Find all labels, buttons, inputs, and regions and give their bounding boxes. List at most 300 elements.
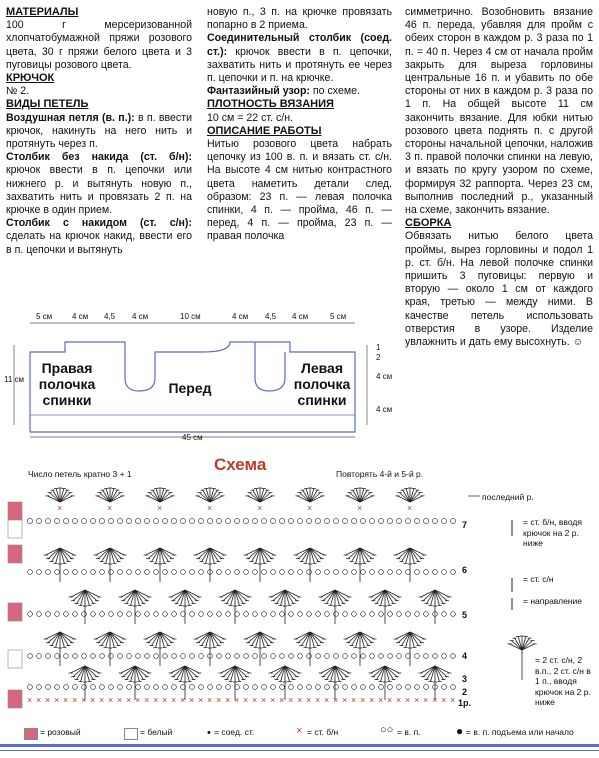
row-number-5: 5 <box>462 610 468 620</box>
chain-stitch <box>397 685 402 690</box>
chain-stitch <box>388 612 393 617</box>
sc-mark: × <box>207 695 213 705</box>
chain-stitch <box>343 612 348 617</box>
chain-stitch <box>369 518 374 523</box>
sc-mark: × <box>36 695 42 705</box>
chain-stitch <box>334 570 339 575</box>
sc-mark: × <box>257 503 263 513</box>
chain-stitch <box>28 654 33 659</box>
chain-stitch <box>145 654 150 659</box>
chain-stitch <box>451 612 456 617</box>
sc-mark: × <box>407 503 413 513</box>
chain-stitch <box>64 570 69 575</box>
column-1 <box>6 6 192 257</box>
chain-stitch <box>37 612 42 617</box>
chain-stitch <box>126 518 131 523</box>
chain-stitch <box>64 612 69 617</box>
measure-top-8: 4 см <box>292 312 309 321</box>
chain-stitch <box>252 518 257 523</box>
color-swatch <box>8 650 22 668</box>
chain-stitch <box>46 654 51 659</box>
chain-stitch <box>433 654 438 659</box>
chain-stitch <box>414 518 419 523</box>
chain-stitch <box>82 612 87 617</box>
chain-stitch <box>325 685 330 690</box>
row-number-3: 3 <box>462 674 468 684</box>
measure-right-1: 1 <box>376 343 381 352</box>
chain-stitch <box>46 570 51 575</box>
chain-stitch <box>307 685 312 690</box>
sc-mark: × <box>153 695 159 705</box>
chain-stitch <box>315 518 320 523</box>
sc-mark: × <box>72 695 78 705</box>
legend-sc: = ст. б/н <box>307 727 339 737</box>
sc-mark: × <box>351 695 357 705</box>
measure-top-6: 4 см <box>232 312 249 321</box>
chain-stitch <box>289 612 294 617</box>
chain-stitch <box>127 685 132 690</box>
chain-stitch <box>307 570 312 575</box>
chain-stitch <box>28 570 33 575</box>
chain-stitch <box>73 570 78 575</box>
chain-stitch <box>180 518 185 523</box>
chain-stitch <box>406 685 411 690</box>
chain-stitch <box>451 685 456 690</box>
chain-stitch <box>54 518 59 523</box>
sc-mark: × <box>189 695 195 705</box>
chain-stitch <box>379 570 384 575</box>
sc-mark: × <box>369 695 375 705</box>
chain-stitch <box>55 654 60 659</box>
sc-mark: × <box>171 695 177 705</box>
measure-top-4: 4 см <box>132 312 149 321</box>
chain-stitch <box>45 518 50 523</box>
chain-stitch <box>172 685 177 690</box>
sc-mark: × <box>297 695 303 705</box>
chain-stitch <box>181 570 186 575</box>
row-number-1: 1р. <box>458 698 472 708</box>
measure-left: 11 см <box>4 375 25 384</box>
chain-stitch <box>235 654 240 659</box>
sc-mark: × <box>144 695 150 705</box>
chain-stitch <box>343 685 348 690</box>
chain-stitch <box>82 685 87 690</box>
chain-stitch <box>379 654 384 659</box>
measure-bottom: 45 см <box>182 433 203 442</box>
chain-stitch <box>352 570 357 575</box>
measure-right-4: 4 см <box>376 405 393 414</box>
chain-stitch <box>298 612 303 617</box>
sc-mark: × <box>432 695 438 705</box>
chain-stitch <box>109 685 114 690</box>
chain-stitch <box>27 518 32 523</box>
chain-stitch <box>235 570 240 575</box>
measure-top-1: 5 см <box>36 312 53 321</box>
chain-stitch <box>118 654 123 659</box>
chain-stitch <box>415 570 420 575</box>
measure-top-9: 5 см <box>330 312 347 321</box>
sc-mark: × <box>307 503 313 513</box>
chain-stitch <box>289 654 294 659</box>
sc-mark: × <box>225 695 231 705</box>
chain-stitch <box>451 654 456 659</box>
ss-desc: Соединительный столбик (соед. ст.): крючок ввести в п. цепочки, захватить нить и протянуть ее через п. цепочки и п. на крючке. <box>207 32 392 85</box>
chain-stitch <box>163 685 168 690</box>
chain-stitch <box>388 654 393 659</box>
sc-mark: × <box>45 695 51 705</box>
chain-stitch <box>46 685 51 690</box>
sc-mark: × <box>450 695 456 705</box>
bottom-rule <box>0 744 599 747</box>
chain-stitch <box>298 570 303 575</box>
chain-stitch <box>424 685 429 690</box>
chain-stitch <box>199 654 204 659</box>
assembly-heading: СБОРКА <box>405 217 452 230</box>
chain-stitch <box>199 612 204 617</box>
chain-stitch <box>127 654 132 659</box>
chain-stitch <box>343 570 348 575</box>
chain-stitch <box>406 612 411 617</box>
sc-mark: × <box>414 695 420 705</box>
chain-stitch <box>46 612 51 617</box>
chain-stitch <box>244 654 249 659</box>
chain-stitch <box>100 570 105 575</box>
chain-stitch <box>307 654 312 659</box>
chain-stitch <box>226 612 231 617</box>
chain-stitch <box>316 685 321 690</box>
chain-stitch <box>298 685 303 690</box>
assembly-text: Обвязать нитью белого цвета проймы, вырез горловины и подол 1 р. ст. б/н. На левой полочке спинки пришить 3 пуговицы: первую и вторую — около 1 см от каждого края, третью — между ними. В качестве петель использовать отверстия в узоре. Изделие увлажнить и дать ему высохнуть. ☺ <box>405 230 593 349</box>
legend-pink: = розовый <box>40 727 81 737</box>
chain-stitch <box>226 570 231 575</box>
chain-stitch <box>82 654 87 659</box>
gauge-heading: ПЛОТНОСТЬ ВЯЗАНИЯ <box>207 98 334 111</box>
chain-stitch <box>271 612 276 617</box>
materials-heading: МАТЕРИАЛЫ <box>6 6 79 18</box>
chain-stitch <box>271 654 276 659</box>
chain-stitch <box>361 612 366 617</box>
chain-stitch <box>136 612 141 617</box>
chain-stitch <box>325 654 330 659</box>
chain-stitch <box>73 612 78 617</box>
chain-stitch <box>360 518 365 523</box>
materials-text: 100 г мерсеризованной хлопчатобумажной пряжи розового цвета, 30 г пряжи белого цвета и 3 пуговицы розового цвета. <box>6 19 192 71</box>
chain-stitch <box>396 518 401 523</box>
chain-stitch <box>253 612 258 617</box>
chain-stitch <box>424 654 429 659</box>
chain-stitch <box>172 612 177 617</box>
color-swatch <box>8 545 22 563</box>
chain-stitch <box>153 518 158 523</box>
sc-mark: × <box>90 695 96 705</box>
chain-stitch <box>370 570 375 575</box>
chain-stitch <box>118 612 123 617</box>
chain-stitch <box>424 570 429 575</box>
chain-stitch <box>154 570 159 575</box>
sc-mark: × <box>315 695 321 705</box>
sc-mark: × <box>333 695 339 705</box>
chain-stitch <box>397 570 402 575</box>
chain-stitch <box>361 570 366 575</box>
sc-mark: × <box>378 695 384 705</box>
chain-stitch <box>145 612 150 617</box>
chain-stitch <box>378 518 383 523</box>
sc-mark: × <box>360 695 366 705</box>
chain-stitch <box>271 570 276 575</box>
row-number-7: 7 <box>462 520 468 530</box>
sc-mark: × <box>405 695 411 705</box>
chain-stitch <box>163 570 168 575</box>
sc-mark: × <box>198 695 204 705</box>
sc-mark: × <box>180 695 186 705</box>
chain-stitch <box>100 612 105 617</box>
chain-stitch <box>217 685 222 690</box>
chain-stitch <box>91 612 96 617</box>
chain-stitch <box>190 654 195 659</box>
chain-stitch <box>109 570 114 575</box>
chain-stitch <box>37 685 42 690</box>
chain-stitch <box>172 654 177 659</box>
chain-stitch <box>253 685 258 690</box>
chain-stitch <box>379 685 384 690</box>
sc-mark: × <box>270 695 276 705</box>
chain-stitch <box>262 685 267 690</box>
chain-stitch <box>64 654 69 659</box>
gauge-text: 10 см = 22 ст. с/н. <box>207 111 294 124</box>
sc-mark: × <box>288 695 294 705</box>
chain-stitch <box>136 685 141 690</box>
key-shell: = 2 ст. с/н, 2 в.п., 2 ст. с/н в 1 п., вводя крючок на 2 р. ниже <box>535 655 591 707</box>
last-row-label: последний р. <box>482 492 534 502</box>
sc-mark: × <box>63 695 69 705</box>
sc-mark: × <box>279 695 285 705</box>
chain-stitch <box>334 654 339 659</box>
sc-mark: × <box>81 695 87 705</box>
sc-mark: × <box>54 695 60 705</box>
chain-stitch <box>244 685 249 690</box>
chain-stitch <box>172 570 177 575</box>
chain-stitch <box>334 685 339 690</box>
bottom-rule-thin <box>0 750 599 751</box>
legend-white: = белый <box>140 727 173 737</box>
chain-stitch <box>108 518 113 523</box>
chain-stitch <box>28 612 33 617</box>
legend-pink-swatch <box>24 728 38 740</box>
chain-stitch <box>306 518 311 523</box>
dc-desc-cont: новую п., 3 п. на крючке провязать попарно в 2 приема. <box>207 6 392 32</box>
chain-stitch <box>37 654 42 659</box>
sc-mark: × <box>441 695 447 705</box>
chain-stitch <box>442 570 447 575</box>
sc-cross-icon: × <box>296 725 303 737</box>
chain-stitch <box>163 612 168 617</box>
chain-stitch <box>91 570 96 575</box>
chain-stitch <box>190 685 195 690</box>
chain-stitch <box>37 570 42 575</box>
chain-stitch <box>55 612 60 617</box>
chain-stitch <box>171 518 176 523</box>
chain-stitch <box>279 518 284 523</box>
chain-stitch <box>307 612 312 617</box>
chain-stitch <box>441 518 446 523</box>
chain-stitch <box>388 570 393 575</box>
chain-stitch <box>361 654 366 659</box>
chain-stitch <box>253 654 258 659</box>
chain-stitch <box>100 654 105 659</box>
chain-stitch <box>405 518 410 523</box>
chain-stitch <box>190 570 195 575</box>
sc-mark: × <box>423 695 429 705</box>
color-swatch <box>8 690 22 708</box>
chain-stitch <box>190 612 195 617</box>
chain-stitch <box>163 654 168 659</box>
sc-mark: × <box>396 695 402 705</box>
chain-stitch <box>217 570 222 575</box>
stitches-heading: ВИДЫ ПЕТЕЛЬ <box>6 98 89 111</box>
chain-stitch <box>397 612 402 617</box>
chain-stitch <box>343 654 348 659</box>
chain-stitch <box>325 570 330 575</box>
chain-stitch <box>442 654 447 659</box>
schema-chart <box>0 480 599 720</box>
chain-stitch <box>127 570 132 575</box>
turn-chain-icon: ● <box>456 724 464 738</box>
chain-stitch <box>207 518 212 523</box>
chain-stitch <box>361 685 366 690</box>
sc-mark: × <box>108 695 114 705</box>
chain-stitch <box>262 612 267 617</box>
legend-white-swatch <box>124 728 138 740</box>
work-text: Нитью розового цвета набрать цепочку из 100 в. п. и вязать ст. с/н. На высоте 4 см нитью контрастного цвета наметить детали след. образом: 23 п. — левая полочка спинки, 4 п. — пройма, 46 п. — перед, 4 п. — пройма, 23 п. — правая полочка <box>207 138 392 243</box>
row-number-6: 6 <box>462 565 468 575</box>
sc-mark: × <box>157 503 163 513</box>
chain-stitch <box>352 685 357 690</box>
chain-stitch <box>342 518 347 523</box>
chain-stitch <box>424 612 429 617</box>
schema-repeat-note: Повторять 4-й и 5-й р. <box>336 469 424 479</box>
work-heading: ОПИСАНИЕ РАБОТЫ <box>207 124 322 137</box>
chain-stitch <box>442 612 447 617</box>
chain-stitch <box>442 685 447 690</box>
chain-stitch <box>352 654 357 659</box>
column-2 <box>207 6 392 244</box>
chain-stitch <box>118 685 123 690</box>
right-back-label: Правая полочка спинки <box>38 360 96 408</box>
sc-mark: × <box>207 503 213 513</box>
sc-mark: × <box>99 695 105 705</box>
sc-mark: × <box>243 695 249 705</box>
slip-stitch-icon: • <box>207 727 211 739</box>
chain-stitch <box>73 685 78 690</box>
chain-stitch <box>99 518 104 523</box>
chain-stitch <box>117 518 122 523</box>
legend-turn: = в. п. подъема или начало <box>466 727 574 737</box>
chain-oval-icon: ○○ <box>380 724 394 736</box>
measure-top-5: 10 см <box>180 312 201 321</box>
sc-mark: × <box>57 503 63 513</box>
sc-mark: × <box>252 695 258 705</box>
chain-stitch <box>72 518 77 523</box>
chain-stitch <box>91 654 96 659</box>
chain-stitch <box>334 612 339 617</box>
chain-stitch <box>162 518 167 523</box>
chain-stitch <box>145 570 150 575</box>
chain-stitch <box>289 685 294 690</box>
chain-stitch <box>352 612 357 617</box>
sc-mark: × <box>387 695 393 705</box>
sc-desc: Столбик без накида (ст. б/н): крючок ввести в п. цепочки или нижнего р. и вытянуть новую п., захватить нить и провязать 2 п. на крючке в один прием. <box>6 151 192 217</box>
chain-stitch <box>261 518 266 523</box>
color-swatch <box>8 603 22 621</box>
chain-stitch <box>118 570 123 575</box>
sc-mark: × <box>234 695 240 705</box>
chain-stitch <box>433 570 438 575</box>
chain-stitch <box>136 654 141 659</box>
measure-top-2: 4 см <box>72 312 89 321</box>
chain-stitch <box>82 570 87 575</box>
measure-top-3: 4,5 <box>104 312 116 321</box>
chain-stitch <box>397 654 402 659</box>
chain-stitch <box>253 570 258 575</box>
chain-stitch <box>208 612 213 617</box>
chain-stitch <box>90 518 95 523</box>
sc-mark: × <box>117 695 123 705</box>
chain-stitch <box>135 518 140 523</box>
hook-text: № 2. <box>6 85 30 98</box>
chain-stitch <box>217 612 222 617</box>
chain-stitch <box>154 685 159 690</box>
chain-stitch <box>325 612 330 617</box>
chain-stitch <box>189 518 194 523</box>
chain-stitch <box>28 685 33 690</box>
chain-stitch <box>387 518 392 523</box>
chain-stitch <box>127 612 132 617</box>
dc-desc: Столбик с накидом (ст. с/н): сделать на крючок накид, ввести его в п. цепочки и вытянуть <box>6 217 192 256</box>
chain-stitch <box>333 518 338 523</box>
chain-stitch <box>55 685 60 690</box>
chain-stitch <box>81 518 86 523</box>
sc-mark: × <box>162 695 168 705</box>
row-number-2: 2 <box>462 687 468 697</box>
chain-stitch <box>370 612 375 617</box>
chain-stitch <box>432 518 437 523</box>
chain-stitch <box>63 518 68 523</box>
chain-stitch <box>415 612 420 617</box>
chain-stitch <box>280 570 285 575</box>
color-swatch <box>8 520 22 538</box>
left-back-label: Левая полочка спинки <box>293 360 351 408</box>
key-sc-below: = ст. б/н, вводя крючок на 2 р. ниже <box>523 517 582 548</box>
sc-mark: × <box>261 695 267 705</box>
sc-mark: × <box>135 695 141 705</box>
measure-right-2: 2 <box>376 353 381 362</box>
sc-mark: × <box>306 695 312 705</box>
chain-stitch <box>154 654 159 659</box>
hook-heading: КРЮЧОК <box>6 72 55 85</box>
chain-stitch <box>234 518 239 523</box>
chain-stitch <box>36 518 41 523</box>
chain-stitch <box>243 518 248 523</box>
chain-stitch <box>154 612 159 617</box>
chain-stitch <box>64 685 69 690</box>
chain-stitch <box>423 518 428 523</box>
chain-stitch <box>280 612 285 617</box>
chain-stitch <box>415 685 420 690</box>
sc-mark: × <box>324 695 330 705</box>
legend-ss: = соед. ст. <box>214 727 255 737</box>
chain-stitch <box>100 685 105 690</box>
chain-stitch <box>262 654 267 659</box>
